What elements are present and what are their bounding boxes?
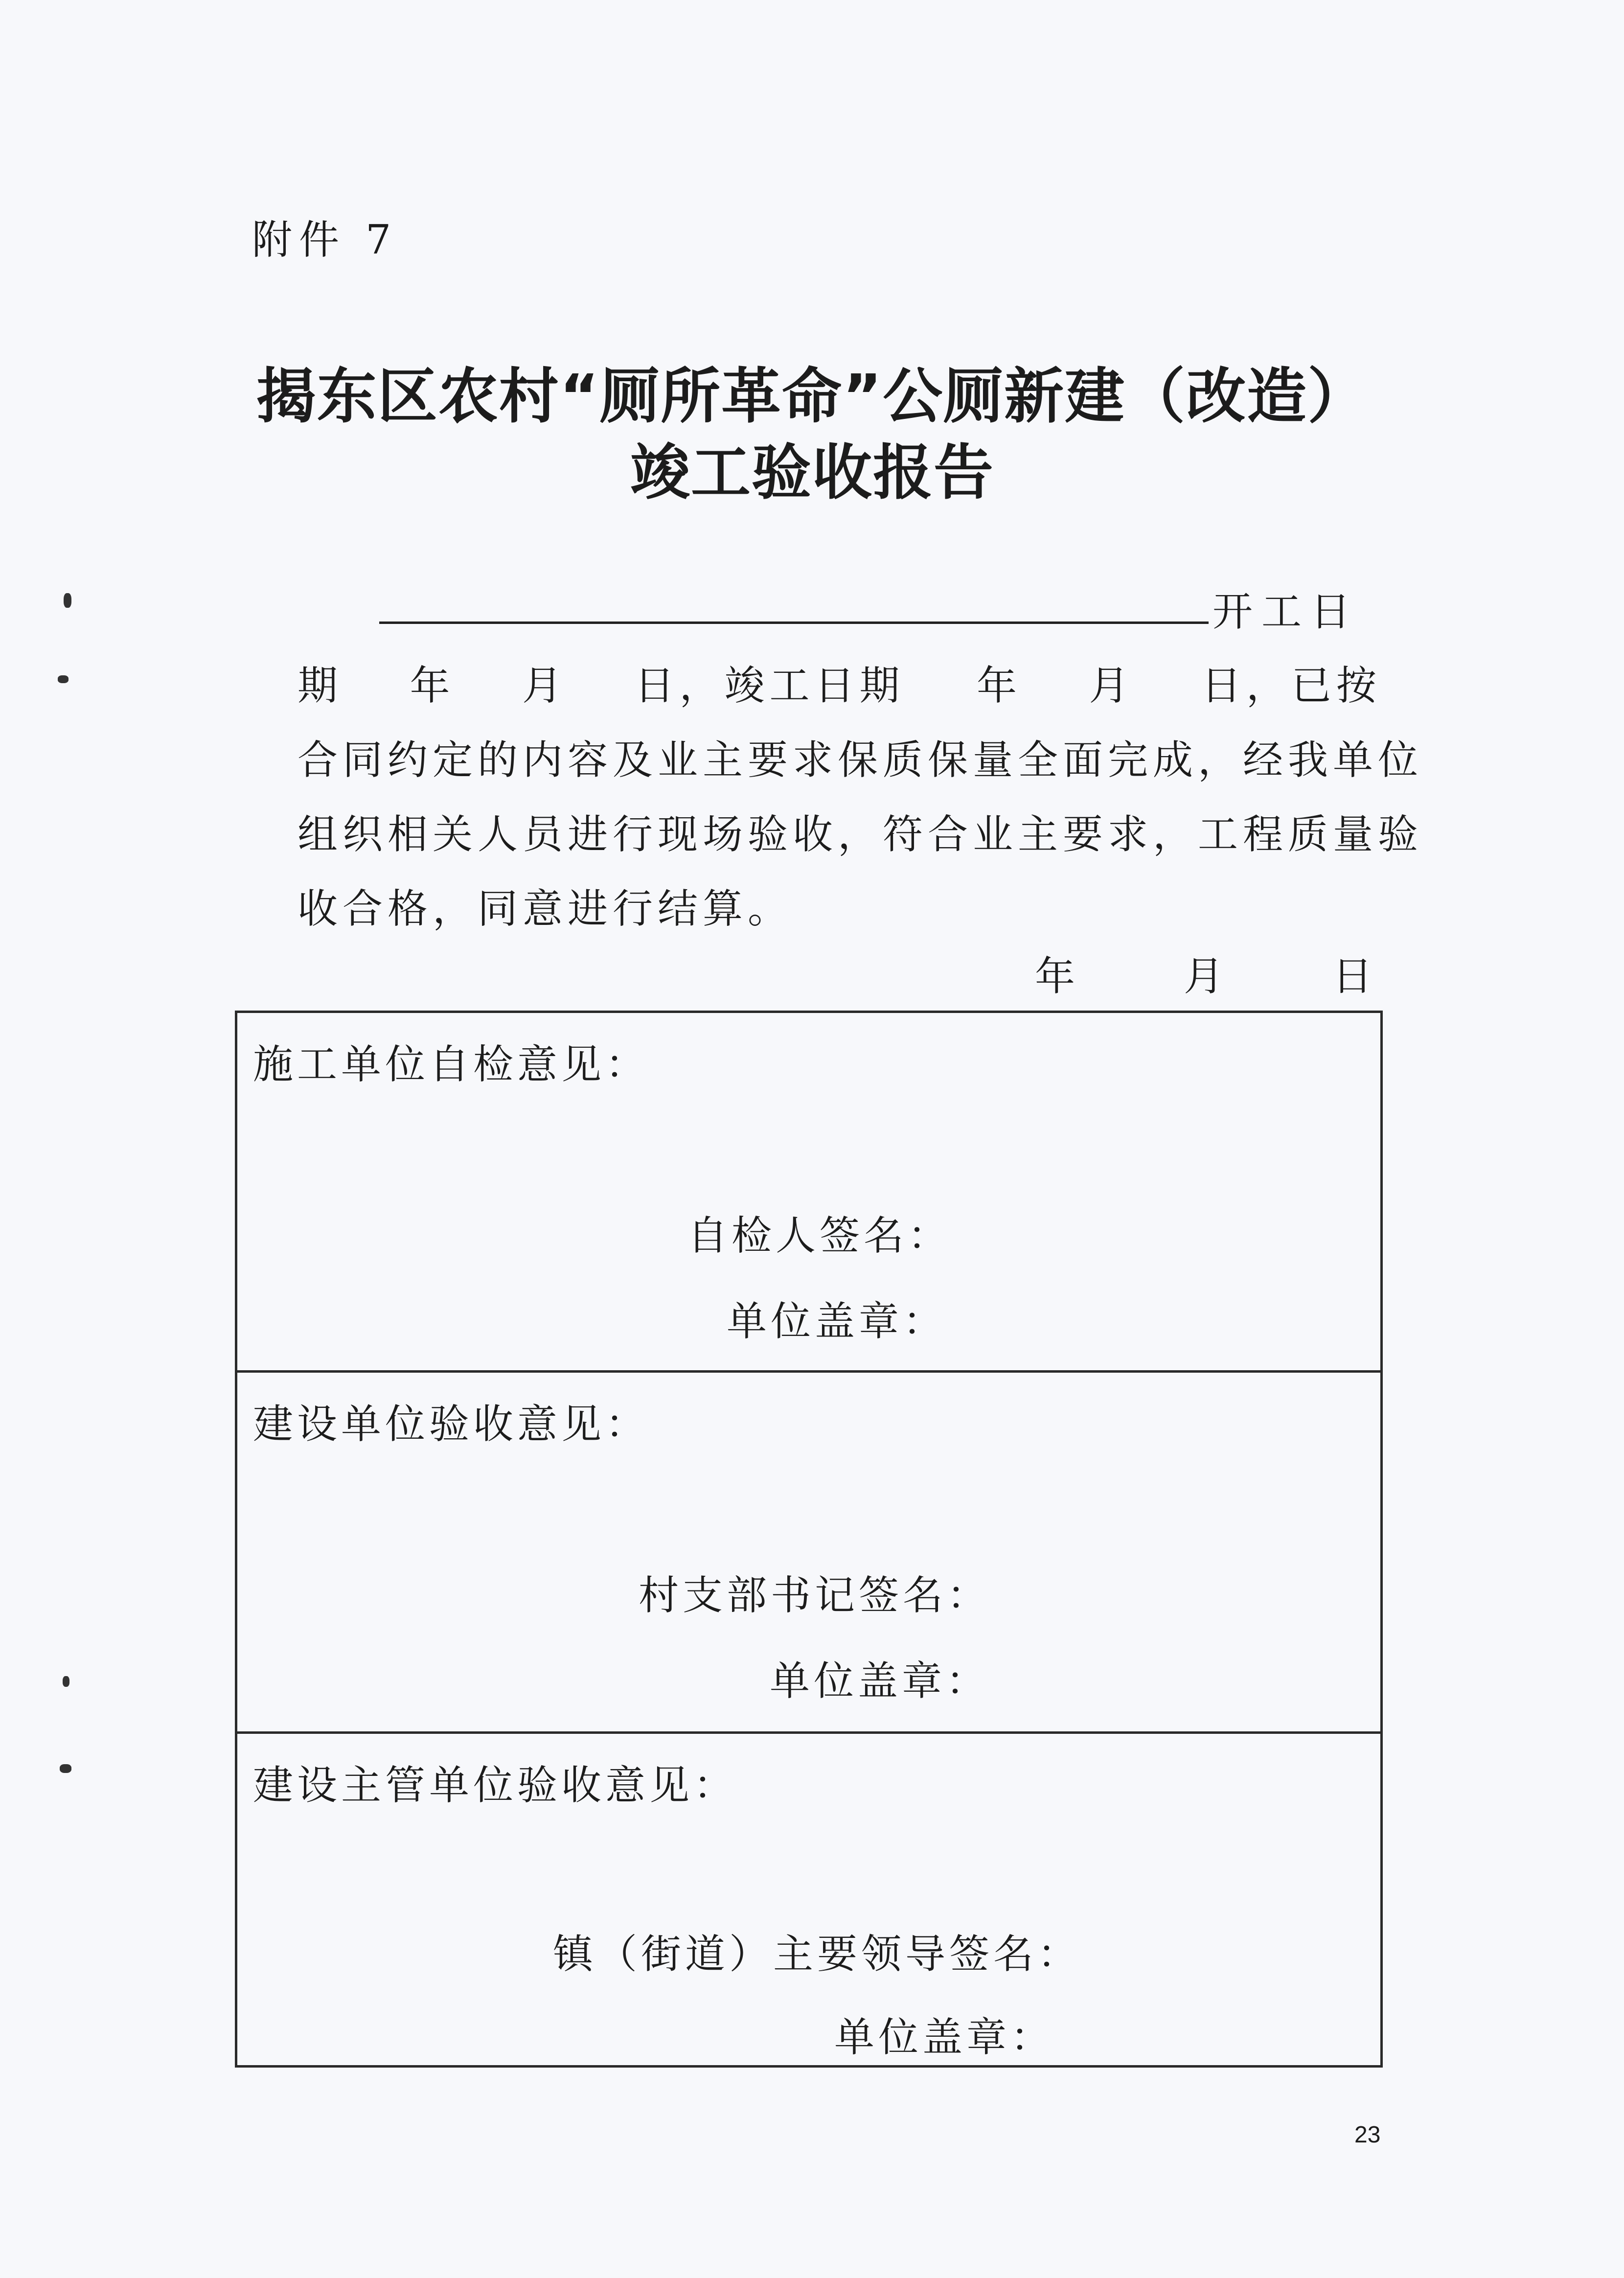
scan-speck [60,1764,71,1773]
section-label: 建设主管单位验收意见： [253,1762,738,1809]
date-fragment: 月 [1089,663,1129,709]
authority-acceptance-section [237,1734,1380,2068]
date-fragment: 年 [410,663,450,709]
paragraph-line: 组织相关人员进行现场验收，符合业主要求，工程质量验 [297,811,1423,858]
date-fragment: 日，竣工日期 [634,663,905,709]
date-fragment: 期 [297,663,338,709]
section-label: 建设单位验收意见： [253,1401,650,1448]
scan-speck [58,675,69,683]
paragraph-line: 合同约定的内容及业主要求保质保量全面完成，经我单位 [297,737,1423,783]
unit-seal-label: 单位盖章： [727,1298,947,1345]
project-name-blank [379,621,1209,624]
document-title-line2: 竣工验收报告 [630,438,994,507]
report-date [1035,944,1372,1002]
page-number: 23 [1354,2122,1381,2148]
scan-speck [64,593,71,608]
date-fragment: 年 [976,663,1017,709]
approval-table [235,1011,1383,2068]
date-fragment: 日，已按 [1201,663,1381,709]
report-date-year: 年 [1035,953,1075,1000]
scan-speck [63,1676,69,1687]
unit-seal-label: 单位盖章： [770,1658,990,1704]
paragraph-line: 收合格，同意进行结算。 [297,886,793,932]
report-date-day: 日 [1332,953,1372,1000]
section-label: 施工单位自检意见： [253,1041,650,1088]
start-date-label: 开工日 [1212,589,1360,635]
town-leader-signature-label: 镇（街道）主要领导签名： [553,1931,1082,1978]
document-title-line1: 揭东区农村“厕所革命”公厕新建（改造） [256,362,1369,431]
village-secretary-signature-label: 村支部书记签名： [639,1572,991,1619]
owner-acceptance-section [237,1373,1380,1734]
date-fragment: 月 [522,663,562,709]
inspector-signature-label: 自检人签名： [687,1213,952,1259]
attachment-label: 附件 7 [252,217,398,263]
unit-seal-label: 单位盖章： [834,2014,1055,2061]
date-line [297,654,1381,711]
report-date-month: 月 [1183,953,1224,1000]
contractor-self-check-section [237,1013,1380,1373]
